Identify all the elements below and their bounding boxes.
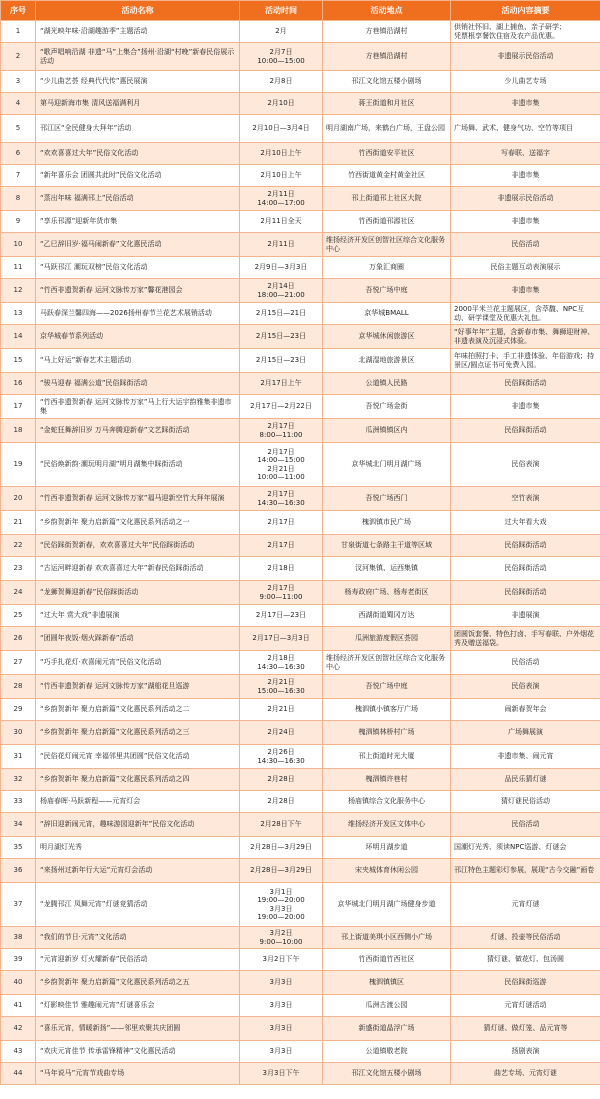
table-row <box>1 1017 600 1041</box>
cell-no: 41 <box>1 995 36 1017</box>
table-row <box>1 143 600 165</box>
cell-no: 21 <box>1 511 36 535</box>
cell-name: “古运河畔迎新春 欢欢喜喜过大年”新春民俗踩街活动 <box>36 557 240 581</box>
cell-place: 槐泗镇许巷村 <box>323 769 451 791</box>
cell-time: 2月17日 <box>240 535 323 557</box>
cell-content: 供销社怀旧、湖上捕鱼、亲子研学； 凭票根享餐饮住宿及农产品优惠。 <box>451 21 600 43</box>
table-row <box>1 395 600 419</box>
cell-content: 广场舞、武术、健身气功、空竹等项目 <box>451 115 600 143</box>
cell-time: 3月1日 19:00—20:00 3月3日 19:00—20:00 <box>240 883 323 927</box>
cell-place: 维扬经济开发区文体中心 <box>323 813 451 837</box>
cell-content: 民俗活动 <box>451 813 600 837</box>
cell-name: 马跃春深兰馨四海——2026扬州春节兰花艺术展销活动 <box>36 303 240 325</box>
cell-name: “龙狮贺舞迎新春”民俗踩街活动 <box>36 581 240 605</box>
cell-place: 瓜洲镇镇区内 <box>323 419 451 443</box>
table-row <box>1 745 600 769</box>
cell-content: “好事年年”主题，含新春市集、舞狮迎财神、非遗表演及沉浸式体验。 <box>451 325 600 349</box>
table-row <box>1 165 600 187</box>
cell-no: 31 <box>1 745 36 769</box>
table-row <box>1 627 600 651</box>
cell-place: 宋夹城体育休闲公园 <box>323 859 451 883</box>
cell-place: 万象汇商圈 <box>323 257 451 279</box>
cell-place: 方巷镇沿湖村 <box>323 21 451 43</box>
table-row <box>1 419 600 443</box>
cell-place: 新盛街道晶浮广场 <box>323 1017 451 1041</box>
cell-name: “享乐邗源”迎新年货市集 <box>36 211 240 233</box>
cell-no: 17 <box>1 395 36 419</box>
table-row <box>1 675 600 699</box>
cell-no: 10 <box>1 233 36 257</box>
header-time: 活动时间 <box>240 1 323 21</box>
cell-no: 28 <box>1 675 36 699</box>
table-row <box>1 813 600 837</box>
cell-name: “新年喜乐会 团圆共此时”民俗文化活动 <box>36 165 240 187</box>
cell-content: 民俗活动 <box>451 233 600 257</box>
cell-time: 2月17日 14:00—15:00 2月21日 10:00—11:00 <box>240 443 323 487</box>
cell-time: 3月3日 <box>240 995 323 1017</box>
cell-no: 9 <box>1 211 36 233</box>
cell-place: 京华城北门明月湖广场健身步道 <box>323 883 451 927</box>
cell-content: 非遗展示民俗活动 <box>451 43 600 71</box>
cell-name: 第马迎新海市集 清风送福满利月 <box>36 93 240 115</box>
cell-no: 23 <box>1 557 36 581</box>
cell-time: 2月17日—2月22日 <box>240 395 323 419</box>
table-row <box>1 487 600 511</box>
table-row <box>1 883 600 927</box>
cell-no: 22 <box>1 535 36 557</box>
cell-no: 3 <box>1 71 36 93</box>
cell-content: 年味拍照打卡、手工非遗体验、年俗游戏；持景区/圆点证书可免费入园。 <box>451 349 600 373</box>
cell-time: 2月7日 10:00—15:00 <box>240 43 323 71</box>
cell-place: 槐泗镇小镇客厅广场 <box>323 699 451 721</box>
cell-content: 元宵灯谜活动 <box>451 995 600 1017</box>
table-row <box>1 581 600 605</box>
cell-time: 3月3日 <box>240 1017 323 1041</box>
cell-name: “灯影映佳节 雅趣闹元宵”灯谜喜乐会 <box>36 995 240 1017</box>
cell-place: 吾悦广场西门 <box>323 487 451 511</box>
cell-place: 维扬经济开发区创智社区综合文化服务中心 <box>323 651 451 675</box>
cell-content: 民俗表演 <box>451 675 600 699</box>
cell-no: 37 <box>1 883 36 927</box>
cell-time: 3月2日 9:00—10:00 <box>240 927 323 949</box>
cell-place: 京华城北门明月湖广场 <box>323 443 451 487</box>
cell-place: 槐泗镇市民广场 <box>323 511 451 535</box>
cell-place: 瓜洲古渡公园 <box>323 995 451 1017</box>
cell-name: “乙巳辞旧岁·福马闹新春”文化惠民活动 <box>36 233 240 257</box>
cell-content: 民俗踩街活动 <box>451 581 600 605</box>
cell-name: “民俗花灯闹元宵 幸福邻里共团圆”民俗文化活动 <box>36 745 240 769</box>
cell-name: “乡韵贺新年 聚力启新篇”文化惠民系列活动之一 <box>36 511 240 535</box>
cell-place: 槐泗镇镇区 <box>323 971 451 995</box>
cell-content: 闹新春贺年会 <box>451 699 600 721</box>
cell-time: 2月21日 <box>240 699 323 721</box>
cell-no: 35 <box>1 837 36 859</box>
cell-time: 2月15日—23日 <box>240 349 323 373</box>
cell-time: 2月14日 18:00—21:00 <box>240 279 323 303</box>
cell-name: 杨庙春晖·马跃新程——元宵灯会 <box>36 791 240 813</box>
cell-place: 汊河集镇、运西集镇 <box>323 557 451 581</box>
cell-time: 2月24日 <box>240 721 323 745</box>
cell-name: “乡韵贺新年 聚力启新篇”文化惠民系列活动之四 <box>36 769 240 791</box>
cell-content: 非遗市集、闹元宵 <box>451 745 600 769</box>
cell-content: 民俗活动 <box>451 651 600 675</box>
cell-name: “马跃邗江 潮玩双榜”民俗文化活动 <box>36 257 240 279</box>
cell-no: 4 <box>1 93 36 115</box>
table-row <box>1 115 600 143</box>
cell-no: 14 <box>1 325 36 349</box>
cell-place: 公道镇敬老院 <box>323 1041 451 1063</box>
table-row <box>1 211 600 233</box>
cell-name: “竹西非遗贺新春 运河文脉传万家”福马迎新空竹大拜年展演 <box>36 487 240 511</box>
cell-no: 16 <box>1 373 36 395</box>
cell-place: 甘泉街道七条路主干道等区域 <box>323 535 451 557</box>
cell-no: 36 <box>1 859 36 883</box>
cell-content: 邗江特色主题彩灯参展，展现“古今交融”画卷 <box>451 859 600 883</box>
table-row <box>1 1063 600 1085</box>
cell-content: 民俗踩街活动 <box>451 373 600 395</box>
cell-place: 邗江文化馆五楼小剧场 <box>323 1063 451 1085</box>
cell-name: “喜乐元宵，情暖新扬”——邻里欢聚共庆团圆 <box>36 1017 240 1041</box>
cell-no: 7 <box>1 165 36 187</box>
cell-time: 2月15日—23日 <box>240 325 323 349</box>
table-row <box>1 21 600 43</box>
cell-place: 竹西街道黄金村黄金社区 <box>323 165 451 187</box>
cell-time: 2月17日 8:00—11:00 <box>240 419 323 443</box>
cell-place: 蒋王街道和月社区 <box>323 93 451 115</box>
cell-place: 公道镇人民路 <box>323 373 451 395</box>
cell-time: 3月2日下午 <box>240 949 323 971</box>
table-row <box>1 837 600 859</box>
table-row <box>1 721 600 745</box>
cell-content: 曲艺专场、元宵灯谜 <box>451 1063 600 1085</box>
cell-time: 2月17日—23日 <box>240 605 323 627</box>
cell-content: 非遗市集 <box>451 395 600 419</box>
cell-place: 吾悦广场中庭 <box>323 675 451 699</box>
cell-name: “马上好运”新春艺术主题活动 <box>36 349 240 373</box>
table-row <box>1 373 600 395</box>
cell-place: 吾悦广场中庭 <box>323 279 451 303</box>
cell-content: 写春联、送福字 <box>451 143 600 165</box>
cell-name: “过大年 赏大戏”非遗展演 <box>36 605 240 627</box>
table-row <box>1 605 600 627</box>
cell-time: 2月21日 15:00—16:30 <box>240 675 323 699</box>
cell-time: 2月28日—3月29日 <box>240 859 323 883</box>
cell-no: 11 <box>1 257 36 279</box>
table-row <box>1 791 600 813</box>
cell-name: “歌声唱响沿湖 非遗“马”上集合”扬州·沿湖“村晚”新春民俗展示活动 <box>36 43 240 71</box>
cell-place: 邗上街道邗上社区大院 <box>323 187 451 211</box>
cell-content: 民俗主题互动表演展示 <box>451 257 600 279</box>
cell-time: 2月28日 <box>240 791 323 813</box>
cell-content: 民俗踩街活动 <box>451 557 600 581</box>
header-no: 序号 <box>1 1 36 21</box>
cell-no: 38 <box>1 927 36 949</box>
table-row <box>1 443 600 487</box>
cell-place: 环明月湖步道 <box>323 837 451 859</box>
cell-name: “湖光映年味·沿湖趣游季”主题活动 <box>36 21 240 43</box>
cell-content: 灯谜、投壶等民俗活动 <box>451 927 600 949</box>
cell-place: 京华城BMALL <box>323 303 451 325</box>
cell-time: 2月18日 14:30—16:30 <box>240 651 323 675</box>
cell-no: 43 <box>1 1041 36 1063</box>
cell-time: 2月15日—21日 <box>240 303 323 325</box>
cell-name: “元宵迎新岁 灯火耀新春”民俗活动 <box>36 949 240 971</box>
table-row <box>1 699 600 721</box>
header-place: 活动地点 <box>323 1 451 21</box>
cell-content: 元宵灯谜 <box>451 883 600 927</box>
cell-time: 2月 <box>240 21 323 43</box>
table-row <box>1 769 600 791</box>
cell-place: 竹西街道邗源社区 <box>323 211 451 233</box>
table-row <box>1 557 600 581</box>
table-row <box>1 187 600 211</box>
cell-name: “骏马迎春 福满公道”民俗踩街活动 <box>36 373 240 395</box>
cell-place: 瓜洲旅游度假区荟园 <box>323 627 451 651</box>
cell-name: “龙腾邗江 凤舞元宵”灯谜竞猜活动 <box>36 883 240 927</box>
cell-no: 15 <box>1 349 36 373</box>
cell-content: 民俗踩街巡游 <box>451 971 600 995</box>
cell-time: 3月3日 <box>240 971 323 995</box>
table-row <box>1 535 600 557</box>
cell-name: “巧手扎花灯·欢喜闹元宵”民俗文化活动 <box>36 651 240 675</box>
table-header-row <box>1 1 600 21</box>
table-row <box>1 93 600 115</box>
cell-place: 京华城休闲旅游区 <box>323 325 451 349</box>
cell-content: 非遗市集 <box>451 165 600 187</box>
cell-no: 12 <box>1 279 36 303</box>
cell-no: 13 <box>1 303 36 325</box>
cell-place: 邗上街道时光大厦 <box>323 745 451 769</box>
cell-place: 明月湖南广场，来鹤台广场，王盘公园 <box>323 115 451 143</box>
cell-name: 京华城春节系列活动 <box>36 325 240 349</box>
cell-content: 空竹表演 <box>451 487 600 511</box>
cell-place: 维扬经济开发区创智社区综合文化服务中心 <box>323 233 451 257</box>
cell-no: 20 <box>1 487 36 511</box>
table-row <box>1 995 600 1017</box>
cell-time: 2月17日 14:30—16:30 <box>240 487 323 511</box>
cell-place: 邗上街道美琪小区西侧小广场 <box>323 927 451 949</box>
cell-name: “金蛇狂舞辞旧岁 万马奔腾迎新春”文艺踩街活动 <box>36 419 240 443</box>
header-name: 活动名称 <box>36 1 240 21</box>
cell-place: 杨寿政府广场、杨寿老街区 <box>323 581 451 605</box>
cell-time: 2月26日 14:30—16:30 <box>240 745 323 769</box>
cell-time: 2月18日 <box>240 557 323 581</box>
cell-place: 竹西街道竹西社区 <box>323 949 451 971</box>
cell-content: 非遗展示民俗活动 <box>451 187 600 211</box>
table-row <box>1 971 600 995</box>
cell-no: 18 <box>1 419 36 443</box>
table-row <box>1 233 600 257</box>
table-row <box>1 859 600 883</box>
cell-time: 2月11日全天 <box>240 211 323 233</box>
cell-name: “少儿曲艺荟 经典代代传”惠民展演 <box>36 71 240 93</box>
cell-content: 少儿曲艺专场 <box>451 71 600 93</box>
table-row <box>1 325 600 349</box>
cell-no: 27 <box>1 651 36 675</box>
cell-no: 6 <box>1 143 36 165</box>
cell-time: 2月17日 <box>240 511 323 535</box>
cell-place: 吾悦广场金街 <box>323 395 451 419</box>
cell-time: 2月17日 9:00—11:00 <box>240 581 323 605</box>
cell-no: 2 <box>1 43 36 71</box>
cell-no: 25 <box>1 605 36 627</box>
table-row <box>1 949 600 971</box>
cell-content: 非遗展演 <box>451 605 600 627</box>
cell-content: 团圆饭套餐、特色打卤、手写春联、户外烟花秀及赠送福袋。 <box>451 627 600 651</box>
cell-place: 北湖湿地旅游景区 <box>323 349 451 373</box>
cell-name: 邗江区“全民健身大拜年”活动 <box>36 115 240 143</box>
cell-place: 西湖街道蜀冈万达 <box>323 605 451 627</box>
cell-time: 2月28日—3月29日 <box>240 837 323 859</box>
cell-no: 19 <box>1 443 36 487</box>
cell-place: 邗江文化馆五楼小剧场 <box>323 71 451 93</box>
cell-name: “蒸出年味 福满邗上”民俗活动 <box>36 187 240 211</box>
cell-name: “民俗踩街贺新春，欢欢喜喜过大年”民俗踩街活动 <box>36 535 240 557</box>
cell-name: “我们的节日·元宵”文化活动 <box>36 927 240 949</box>
cell-content: 品民乐猜灯谜 <box>451 769 600 791</box>
cell-content: 猜灯谜、做灯笼、品元宵等 <box>451 1017 600 1041</box>
header-content: 活动内容摘要 <box>451 1 600 21</box>
table-row <box>1 303 600 325</box>
cell-no: 40 <box>1 971 36 995</box>
cell-content: 猜灯谜、做花灯、包汤圆 <box>451 949 600 971</box>
cell-time: 3月3日下午 <box>240 1063 323 1085</box>
cell-place: 槐泗镇林桥村广场 <box>323 721 451 745</box>
cell-content: 猜灯谜民俗活动 <box>451 791 600 813</box>
cell-time: 2月11日 14:00—17:00 <box>240 187 323 211</box>
cell-content: 民俗踩街活动 <box>451 419 600 443</box>
cell-time: 2月10日上午 <box>240 165 323 187</box>
cell-place: 方巷镇沿湖村 <box>323 43 451 71</box>
cell-place: 杨庙镇综合文化服务中心 <box>323 791 451 813</box>
cell-content: 2000平米兰花主题展区，含萃馥、NPC互动、研学课堂及优惠大礼包。 <box>451 303 600 325</box>
table-row <box>1 71 600 93</box>
cell-content: 民俗踩街活动 <box>451 535 600 557</box>
cell-no: 32 <box>1 769 36 791</box>
cell-no: 44 <box>1 1063 36 1085</box>
cell-time: 2月8日 <box>240 71 323 93</box>
table-row <box>1 349 600 373</box>
cell-place: 竹西街道安平社区 <box>323 143 451 165</box>
table-body <box>1 21 600 1085</box>
cell-time: 2月17日上午 <box>240 373 323 395</box>
table-row <box>1 1041 600 1063</box>
cell-no: 5 <box>1 115 36 143</box>
table-row <box>1 43 600 71</box>
cell-name: “团圆年夜饭·烟火踩新春”活动 <box>36 627 240 651</box>
cell-content: 广场舞展演 <box>451 721 600 745</box>
cell-name: 明月湖灯光秀 <box>36 837 240 859</box>
table-row <box>1 257 600 279</box>
cell-name: “欢庆元宵佳节 传承雷锋精神”文化惠民活动 <box>36 1041 240 1063</box>
cell-no: 42 <box>1 1017 36 1041</box>
cell-no: 29 <box>1 699 36 721</box>
cell-content: 国潮灯光秀、须读NPC巡游、灯谜会 <box>451 837 600 859</box>
cell-no: 34 <box>1 813 36 837</box>
cell-content: 过大年看大戏 <box>451 511 600 535</box>
cell-time: 2月28日下午 <box>240 813 323 837</box>
cell-content: 扬剧表演 <box>451 1041 600 1063</box>
cell-name: “竹西非遗贺新春 运河文脉传万家”湖船花旦巡游 <box>36 675 240 699</box>
cell-time: 2月10日—3月4日 <box>240 115 323 143</box>
cell-no: 8 <box>1 187 36 211</box>
cell-name: “竹西非遗贺新春 运河文脉传万家”馨花港园会 <box>36 279 240 303</box>
cell-time: 2月11日 <box>240 233 323 257</box>
cell-name: “来扬州过新年行大运”元宵灯会活动 <box>36 859 240 883</box>
cell-time: 2月17日—3月3日 <box>240 627 323 651</box>
cell-no: 39 <box>1 949 36 971</box>
cell-time: 2月10日上午 <box>240 143 323 165</box>
cell-name: “马年说马”元宵节戏曲专场 <box>36 1063 240 1085</box>
cell-no: 30 <box>1 721 36 745</box>
table-row <box>1 511 600 535</box>
cell-name: “乡韵贺新年 聚力启新篇”文化惠民系列活动之二 <box>36 699 240 721</box>
cell-name: “民俗焕新韵·潮玩明月湖”明月湖集中踩街活动 <box>36 443 240 487</box>
cell-no: 24 <box>1 581 36 605</box>
cell-name: “乡韵贺新年 聚力启新篇”文化惠民系列活动之三 <box>36 721 240 745</box>
cell-content: 非遗市集 <box>451 279 600 303</box>
cell-content: 民俗表演 <box>451 443 600 487</box>
cell-name: “竹西非遗贺新春 运河文脉传万家”马上行大运宇韵雅集非遗市集 <box>36 395 240 419</box>
cell-name: “欢欢喜喜过大年”民俗文化活动 <box>36 143 240 165</box>
cell-time: 3月3日 <box>240 1041 323 1063</box>
cell-content: 非遗市集 <box>451 211 600 233</box>
cell-content: 非遗市集 <box>451 93 600 115</box>
cell-time: 2月9日—3月3日 <box>240 257 323 279</box>
cell-name: “辞旧迎新闹元宵，趣味游园迎新年”民俗文化活动 <box>36 813 240 837</box>
cell-name: “乡韵贺新年 聚力启新篇”文化惠民系列活动之五 <box>36 971 240 995</box>
cell-no: 33 <box>1 791 36 813</box>
table-row <box>1 651 600 675</box>
cell-time: 2月28日 <box>240 769 323 791</box>
table-row <box>1 279 600 303</box>
table-row <box>1 927 600 949</box>
cell-time: 2月10日 <box>240 93 323 115</box>
cell-no: 1 <box>1 21 36 43</box>
cell-no: 26 <box>1 627 36 651</box>
